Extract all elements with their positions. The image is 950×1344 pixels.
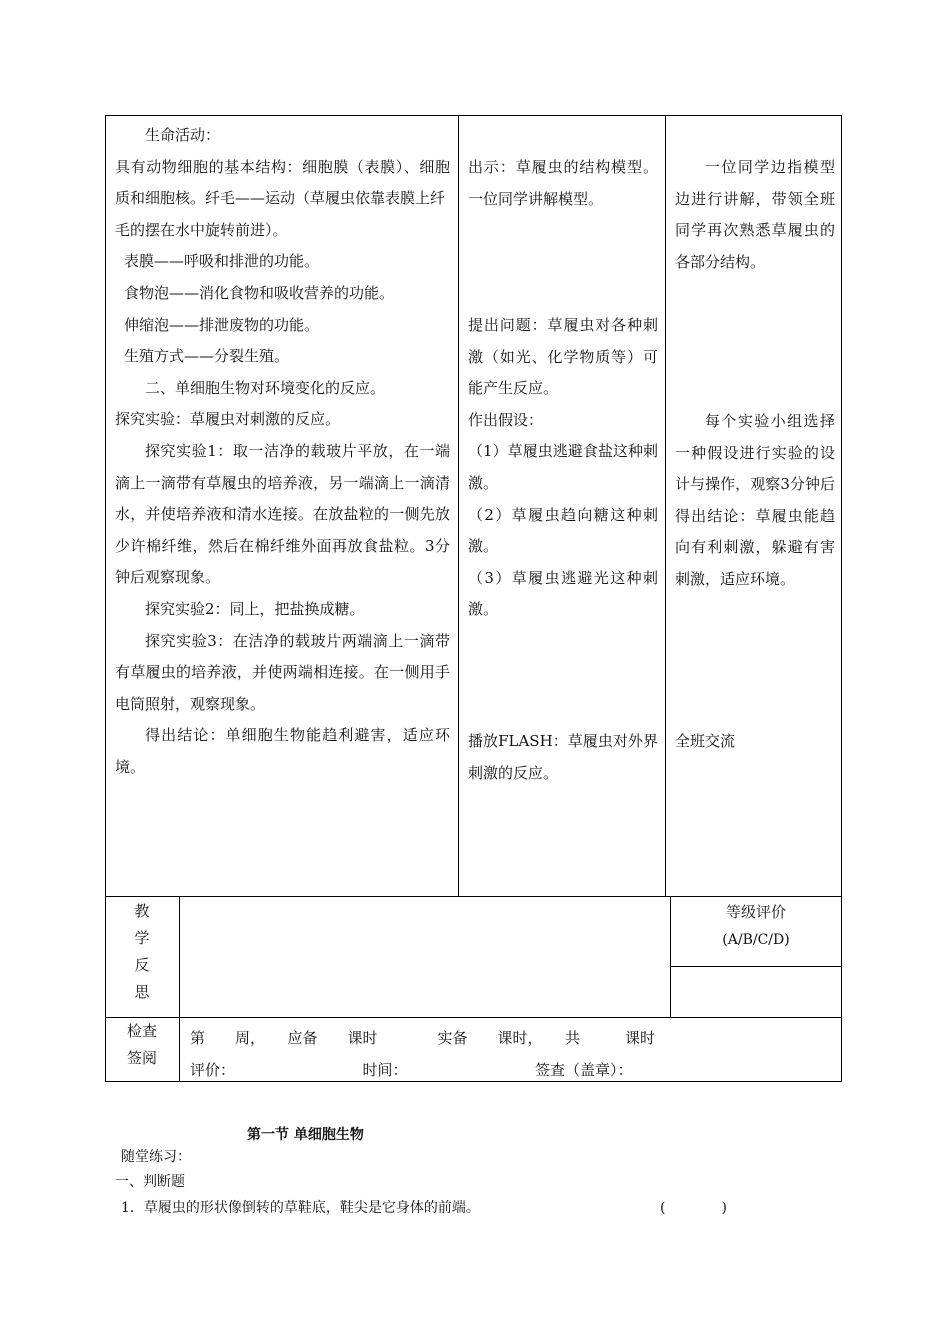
text-paragraph: 探究实验2：同上，把盐换成糖。 [145,599,365,618]
question-type-heading: 一、判断题 [115,1174,185,1190]
middle-col-p1: 出示：草履虫的结构模型。一位同学讲解模型。 [468,158,658,208]
text-paragraph: 探究实验1：取一洁净的载玻片平放，在一端滴上一滴带有草履虫的培养液，另一端滴上一滴清水，并使培养液和清水连接。在放盐粒的一侧先放少许棉纤维，然后在棉纤维外面再放食盐粒。3分钟后观察现象。 [115,441,450,587]
label-char: 思 [134,983,150,1001]
middle-column [468,310,658,626]
reflection-label [105,898,179,1006]
text-line: 伸缩泡——排泄废物的功能。 [124,315,320,334]
text-line: 食物泡——消化食物和吸收营养的功能。 [124,283,395,302]
grade-options: (A/B/C/D) [722,932,790,948]
answer-parentheses: ( ) [660,1200,727,1216]
grade-title: 等级评价 [725,903,786,921]
label-char: 学 [134,929,150,947]
text-line: 表膜——呼吸和排泄的功能。 [124,252,320,271]
left-column [115,120,450,783]
check-label-1: 检查 [126,1022,157,1040]
practice-heading: 随堂练习： [121,1149,191,1165]
divider [179,896,180,1082]
label-char: 教 [134,902,150,920]
right-col-p2: 每个实验小组选择一种假设进行实验的设计与操作，观察3分钟后得出结论：草履虫能趋向有利刺激，躲避有害刺激，适应环境。 [675,412,835,588]
check-row-2: 评价： 时间： 签查（盖章）： [190,1061,633,1079]
text-paragraph: 提出问题：草履虫对各种刺激（如光、化学物质等）可能产生反应。 [468,316,658,398]
text-paragraph: 具有动物细胞的基本结构：细胞膜（表膜）、细胞质和细胞核。纤毛——运动（草履虫依靠表膜上纤 [115,157,450,208]
text-line: 生命活动： [145,126,221,144]
text-line: 生殖方式——分裂生殖。 [124,347,290,366]
text-line: 毛的摆在水中旋转前进）。 [115,220,288,239]
divider [670,966,842,967]
section-title: 第一节 单细胞生物 [247,1127,364,1143]
question-1: 1．草履虫的形状像倒转的草鞋底，鞋尖是它身体的前端。 [121,1200,480,1216]
check-row-1: 第 周， 应备 课时 实备 课时， 共 课时 [190,1029,656,1047]
text-paragraph: （1）草履虫逃避食盐这种刺激。 [468,442,658,492]
text-line: 探究实验：草履虫对刺激的反应。 [115,410,341,429]
right-col-p3: 全班交流 [675,732,736,750]
label-char: 反 [134,956,150,974]
right-col-p1: 一位同学边指模型边进行讲解，带领全班同学再次熟悉草履虫的各部分结构。 [675,158,835,271]
check-label-2: 签阅 [126,1049,157,1067]
text-line: 二、单细胞生物对环境变化的反应。 [145,378,386,397]
text-paragraph: 探究实验3：在洁净的载玻片两端滴上一滴带有草履虫的培养液，并使两端相连接。在一侧用手电筒照射，观察现象。 [115,631,450,713]
middle-col-p7: 播放FLASH：草履虫对外界刺激的反应。 [468,732,658,782]
divider [105,896,842,897]
text-paragraph: 得出结论：单细胞生物能趋利避害，适应环境。 [115,726,450,776]
text-paragraph: （3）草履虫逃避光这种刺激。 [468,568,658,619]
divider [105,1017,842,1018]
divider [458,115,459,897]
text-line: 作出假设： [468,410,544,429]
text-paragraph: （2）草履虫趋向糖这种刺激。 [468,505,658,556]
divider [665,115,666,897]
